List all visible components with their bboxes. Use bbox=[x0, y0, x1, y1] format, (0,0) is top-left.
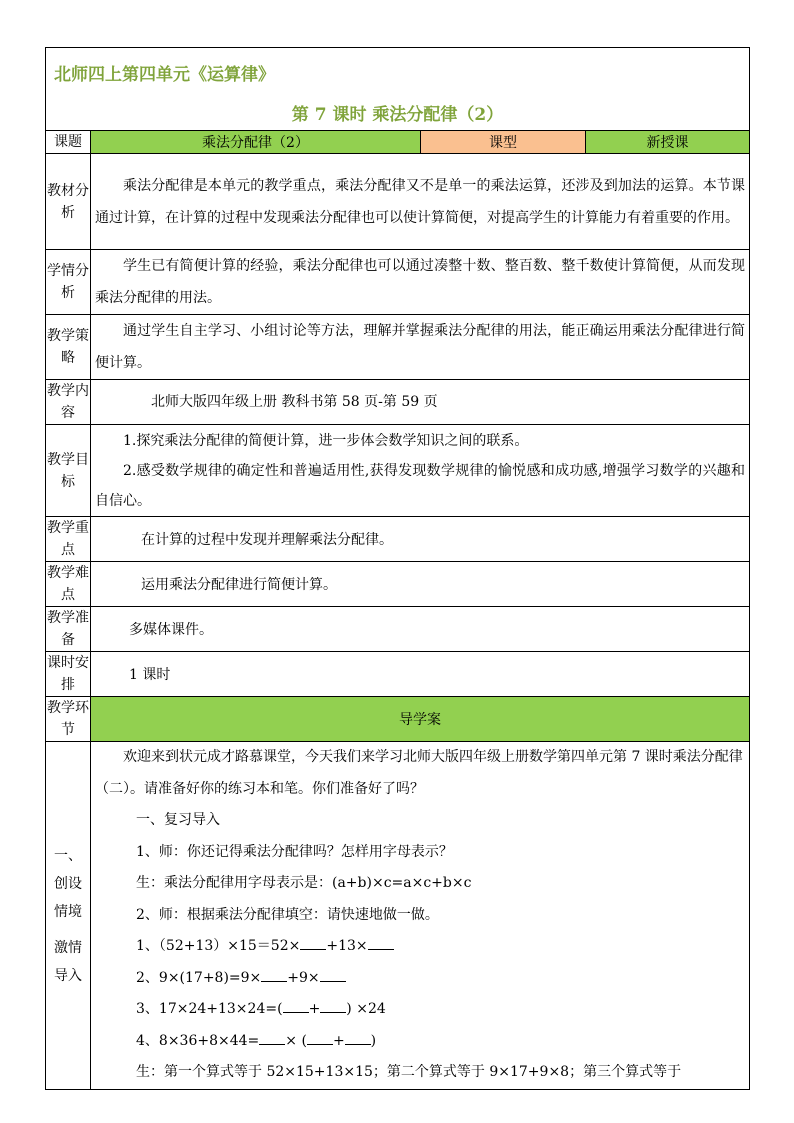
question-1: 1、师：你还记得乘法分配律吗？怎样用字母表示？ bbox=[136, 843, 453, 860]
type-value: 新授课 bbox=[586, 131, 750, 154]
material-text: 乘法分配律是本单元的教学重点，乘法分配律又不是单一的乘法运算，还涉及到加法的运算。本节课通过计算，在计算的过程中发现乘法分配律也可以使计算简便，对提高学生的计算能力有着重要的作用。 bbox=[95, 177, 745, 226]
answer-1: 生：乘法分配律用字母表示是：(a+b)×c=a×c+b×c bbox=[136, 875, 472, 891]
material-label: 教材分析 bbox=[46, 154, 91, 250]
strategy-label: 教学策略 bbox=[46, 315, 91, 380]
schedule-label: 课时安排 bbox=[46, 652, 91, 697]
topic-label: 课题 bbox=[46, 131, 91, 154]
answer-blank[interactable] bbox=[368, 949, 394, 950]
goals-label: 教学目标 bbox=[46, 425, 91, 517]
type-label: 课型 bbox=[421, 131, 586, 154]
exercise-text: 2、9×(17+8)=9× bbox=[136, 969, 262, 986]
prep-text: 多媒体课件。 bbox=[129, 622, 213, 638]
part1-label-cell bbox=[46, 742, 91, 1090]
unit-title: 北师四上第四单元《运算律》 bbox=[54, 65, 275, 85]
answer-blank[interactable] bbox=[307, 1044, 333, 1045]
exercise-text: + bbox=[332, 1032, 345, 1049]
exercise-2 bbox=[91, 963, 749, 995]
part1-content bbox=[91, 742, 750, 1090]
schedule-cell bbox=[91, 652, 750, 697]
key-cell bbox=[91, 517, 750, 562]
exercise-text: × ( bbox=[285, 1032, 307, 1049]
goal-item: 1.探究乘法分配律的简便计算，进一步体会数学知识之间的联系。 bbox=[123, 432, 529, 449]
topic-value: 乘法分配律（2） bbox=[91, 131, 421, 154]
difficulty-label: 教学难点 bbox=[46, 562, 91, 607]
answer-blank[interactable] bbox=[259, 1044, 285, 1045]
prep-label: 教学准备 bbox=[46, 607, 91, 652]
strategy-text: 通过学生自主学习、小组讨论等方法，理解并掌握乘法分配律的用法，能正确运用乘法分配律进行简便计算。 bbox=[95, 323, 745, 371]
part1-label-a: 一、创设情境 bbox=[54, 848, 82, 920]
lesson-plan-page bbox=[45, 47, 749, 1090]
content-text: 北师大版四年级上册 教科书第 58 页-第 59 页 bbox=[151, 394, 438, 410]
schedule-text: 1 课时 bbox=[129, 667, 171, 683]
students-label: 学情分析 bbox=[46, 250, 91, 315]
answer-blank[interactable] bbox=[320, 1012, 346, 1013]
answer-blank[interactable] bbox=[283, 1012, 309, 1013]
strategy-cell bbox=[91, 315, 750, 380]
stage-title: 导学案 bbox=[91, 697, 750, 742]
key-text: 在计算的过程中发现并理解乘法分配律。 bbox=[141, 532, 393, 548]
exercise-4 bbox=[91, 1026, 749, 1058]
exercise-3 bbox=[91, 994, 749, 1026]
students-text: 学生已有简便计算的经验，乘法分配律也可以通过凑整十数、整百数、整千数使计算简便，从而发现乘法分配律的用法。 bbox=[95, 258, 745, 306]
prep-cell bbox=[91, 607, 750, 652]
exercise-text: 4、8×36+8×44= bbox=[136, 1032, 260, 1049]
part1-label-b: 激情导入 bbox=[54, 940, 82, 984]
exercise-text: +9× bbox=[287, 969, 320, 986]
header-cell bbox=[46, 48, 750, 131]
goal-item: 2.感受数学规律的确定性和普遍适用性,获得发现数学规律的愉悦感和成功感,增强学习数学的兴趣和自信心。 bbox=[95, 462, 745, 509]
answer-blank[interactable] bbox=[261, 981, 287, 982]
difficulty-cell bbox=[91, 562, 750, 607]
review-title: 一、复习导入 bbox=[136, 812, 220, 828]
question-2: 2、师：根据乘法分配律填空：请快速地做一做。 bbox=[136, 906, 439, 923]
exercise-text: ) ×24 bbox=[346, 1001, 386, 1017]
exercise-text: +13× bbox=[326, 938, 368, 954]
content-label: 教学内容 bbox=[46, 380, 91, 425]
stage-label: 教学环节 bbox=[46, 697, 91, 742]
students-cell bbox=[91, 250, 750, 315]
lesson-plan-table bbox=[45, 47, 750, 1090]
exercise-text: ) bbox=[370, 1032, 377, 1049]
content-cell bbox=[91, 380, 750, 425]
goals-cell bbox=[91, 425, 750, 517]
exercise-text: 1、（52+13）×15＝52× bbox=[136, 938, 301, 954]
answer-blank[interactable] bbox=[320, 981, 346, 982]
intro-text: 欢迎来到状元成才路慕课堂，今天我们来学习北师大版四年级上册数学第四单元第 7 课时乘法分配律（二）。请准备好你的练习本和笔。你们准备好了吗？ bbox=[95, 749, 743, 797]
answer-blank[interactable] bbox=[300, 949, 326, 950]
exercise-1 bbox=[91, 931, 749, 963]
exercise-text: + bbox=[308, 1001, 321, 1017]
answer-blank[interactable] bbox=[345, 1044, 371, 1045]
answer-line: 生：第一个算式等于 52×15+13×15；第二个算式等于 9×17+9×8；第三个算式等于 bbox=[136, 1064, 682, 1080]
exercise-text: 3、17×24+13×24=( bbox=[136, 1001, 283, 1017]
key-label: 教学重点 bbox=[46, 517, 91, 562]
material-cell bbox=[91, 154, 750, 250]
difficulty-text: 运用乘法分配律进行简便计算。 bbox=[141, 577, 337, 593]
lesson-title: 第 7 课时 乘法分配律（2） bbox=[291, 105, 504, 125]
